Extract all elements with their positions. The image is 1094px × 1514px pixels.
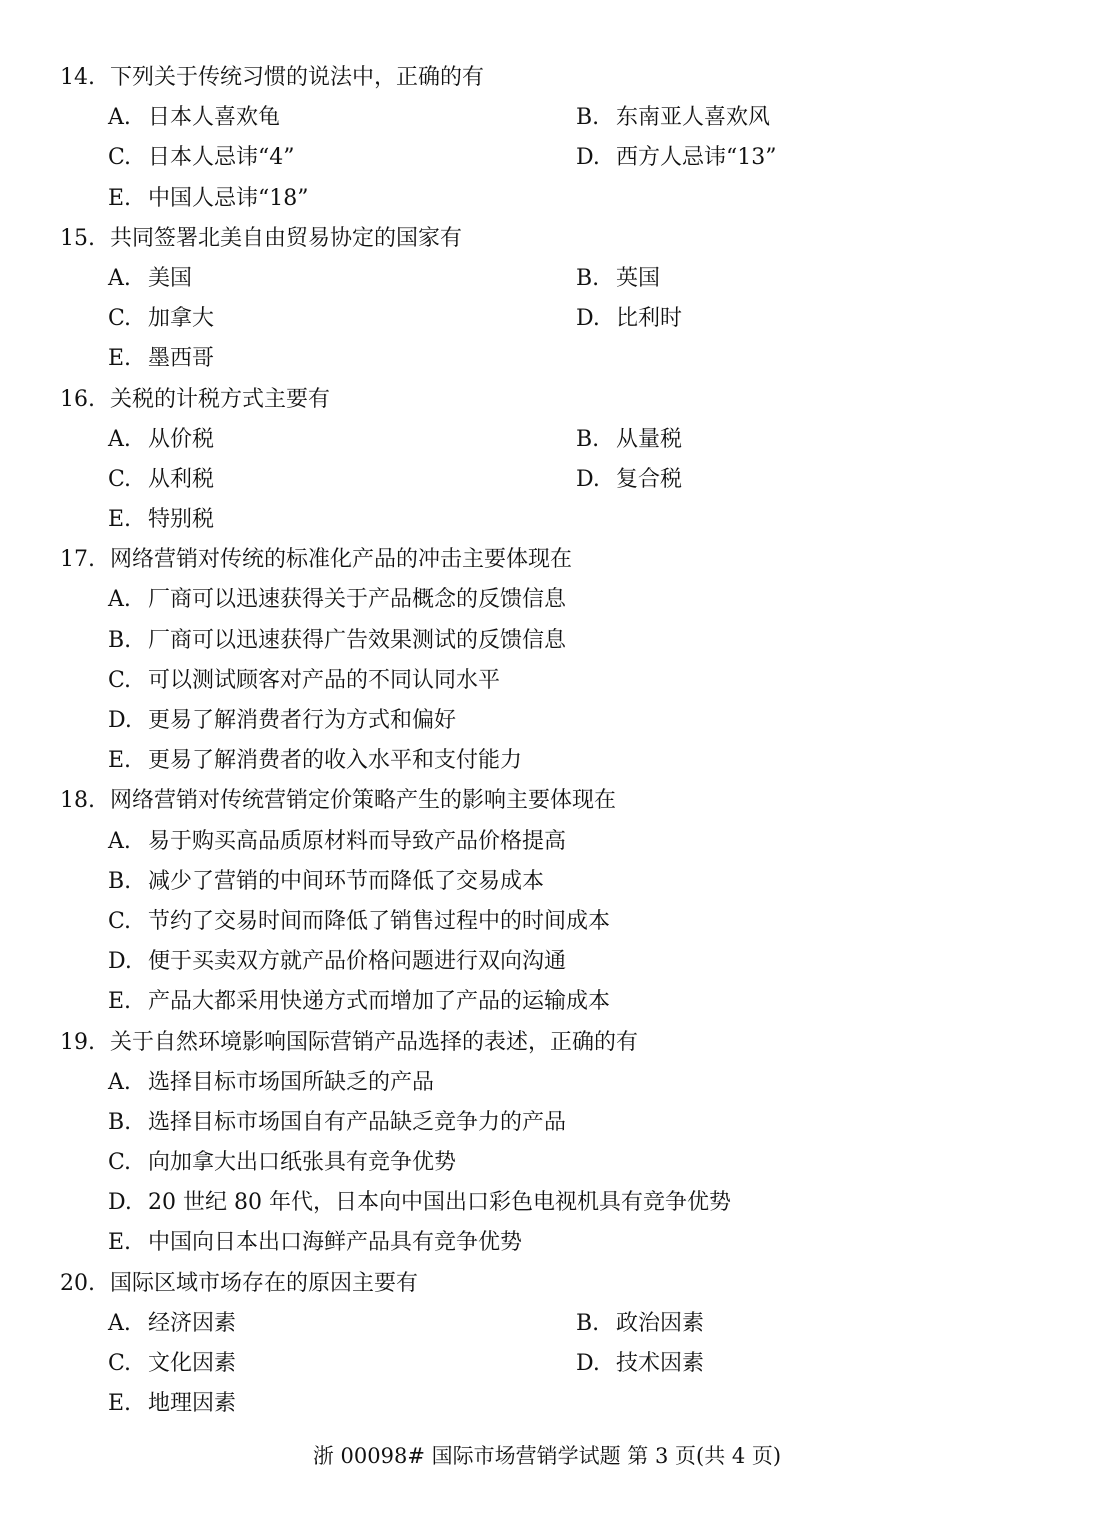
question-text: 关税的计税方式主要有	[110, 386, 331, 412]
option-letter: E.	[108, 1230, 132, 1256]
option-row	[108, 259, 1040, 299]
option-letter: C.	[108, 908, 132, 934]
option-text: 选择目标市场国自有产品缺乏竞争力的产品	[148, 1109, 567, 1135]
question-stem	[60, 1023, 1040, 1063]
option-row	[108, 1183, 1040, 1223]
option-letter: D.	[576, 145, 600, 171]
option-a	[108, 1304, 576, 1344]
question-list	[60, 58, 1040, 1424]
question-18	[60, 781, 1040, 1022]
option-c	[108, 902, 610, 942]
option-list	[108, 822, 1040, 1023]
option-d	[576, 299, 682, 339]
option-letter: B.	[576, 426, 600, 452]
option-a	[108, 822, 566, 862]
option-text: 从价税	[148, 426, 215, 452]
option-row	[108, 701, 1040, 741]
question-20	[60, 1264, 1040, 1425]
page-footer: 浙 00098# 国际市场营销学试题 第 3 页(共 4 页)	[312, 1444, 782, 1468]
option-row	[108, 580, 1040, 620]
option-d	[576, 1344, 704, 1384]
option-letter: A.	[108, 105, 131, 131]
option-letter: A.	[108, 1310, 131, 1336]
option-text: 东南亚人喜欢风	[616, 105, 771, 131]
option-row	[108, 741, 1040, 781]
option-letter: D.	[108, 1190, 132, 1216]
option-text: 从量税	[616, 426, 683, 452]
option-b	[576, 1304, 704, 1344]
option-row	[108, 942, 1040, 982]
option-text: 选择目标市场国所缺乏的产品	[148, 1069, 435, 1095]
option-list	[108, 1304, 1040, 1425]
option-text: 地理因素	[148, 1391, 237, 1417]
option-letter: B.	[576, 105, 600, 131]
option-row	[108, 98, 1040, 138]
question-number: 15.	[60, 225, 95, 251]
option-text: 向加拿大出口纸张具有竞争优势	[148, 1150, 457, 1176]
option-list	[108, 98, 1040, 219]
option-c	[108, 661, 500, 701]
question-text: 共同签署北美自由贸易协定的国家有	[110, 225, 463, 251]
option-letter: E.	[108, 989, 132, 1015]
option-b	[108, 1103, 566, 1143]
option-letter: B.	[576, 1310, 600, 1336]
option-text: 特别税	[148, 507, 215, 533]
option-a	[108, 98, 576, 138]
option-text: 中国人忌讳“18”	[148, 185, 309, 211]
option-row	[108, 500, 1040, 540]
option-text: 可以测试顾客对产品的不同认同水平	[148, 667, 501, 693]
option-text: 日本人喜欢龟	[148, 105, 281, 131]
option-letter: E.	[108, 507, 132, 533]
option-letter: B.	[108, 1109, 132, 1135]
option-text: 墨西哥	[148, 346, 215, 372]
question-15	[60, 219, 1040, 380]
option-e	[108, 1223, 522, 1263]
option-text: 产品大都采用快递方式而增加了产品的运输成本	[148, 989, 611, 1015]
option-letter: E.	[108, 185, 132, 211]
option-text: 技术因素	[616, 1351, 705, 1376]
option-row	[108, 822, 1040, 862]
question-number: 19.	[60, 1029, 95, 1055]
option-letter: C.	[108, 306, 132, 332]
question-stem	[60, 219, 1040, 259]
option-letter: A.	[108, 828, 131, 854]
option-letter: B.	[108, 627, 132, 653]
option-c	[108, 299, 576, 339]
option-letter: B.	[108, 868, 132, 894]
question-text: 下列关于传统习惯的说法中，正确的有	[110, 65, 485, 90]
option-text: 文化因素	[148, 1351, 237, 1376]
option-b	[576, 98, 770, 138]
option-text: 从利税	[148, 466, 215, 492]
option-text: 英国	[616, 265, 661, 291]
question-stem	[60, 540, 1040, 580]
option-text: 比利时	[616, 306, 683, 332]
option-b	[108, 862, 544, 902]
option-letter: C.	[108, 466, 132, 492]
option-d	[108, 701, 456, 741]
option-row	[108, 138, 1040, 178]
question-number: 17.	[60, 547, 95, 573]
option-text: 日本人忌讳“4”	[148, 145, 295, 171]
option-d	[576, 138, 777, 178]
option-list	[108, 420, 1040, 541]
option-letter: A.	[108, 426, 131, 452]
option-list	[108, 580, 1040, 781]
option-row	[108, 179, 1040, 219]
option-text: 西方人忌讳“13”	[616, 145, 777, 171]
question-text: 关于自然环境影响国际营销产品选择的表述，正确的有	[110, 1029, 639, 1055]
question-19	[60, 1023, 1040, 1264]
option-text: 节约了交易时间而降低了销售过程中的时间成本	[148, 908, 611, 934]
question-stem	[60, 1264, 1040, 1304]
option-letter: A.	[108, 587, 131, 613]
option-c	[108, 1143, 456, 1183]
option-text: 易于购买高品质原材料而导致产品价格提高	[148, 828, 567, 854]
question-17	[60, 540, 1040, 781]
option-text: 加拿大	[148, 306, 215, 332]
option-text: 更易了解消费者行为方式和偏好	[148, 708, 457, 733]
option-e	[108, 179, 576, 219]
option-c	[108, 138, 576, 178]
option-letter: A.	[108, 265, 131, 291]
option-letter: D.	[108, 708, 132, 733]
option-letter: C.	[108, 145, 132, 171]
option-b	[576, 420, 682, 460]
option-letter: E.	[108, 1391, 132, 1417]
option-row	[108, 1384, 1040, 1424]
option-text: 减少了营销的中间环节而降低了交易成本	[148, 868, 545, 894]
option-text: 政治因素	[616, 1310, 705, 1336]
question-number: 14.	[60, 65, 95, 90]
question-stem	[60, 380, 1040, 420]
option-c	[108, 460, 576, 500]
option-row	[108, 420, 1040, 460]
option-letter: B.	[576, 265, 600, 291]
option-row	[108, 1063, 1040, 1103]
option-letter: A.	[108, 1069, 131, 1095]
option-row	[108, 621, 1040, 661]
option-e	[108, 741, 522, 781]
question-number: 20.	[60, 1270, 95, 1296]
option-text: 厂商可以迅速获得关于产品概念的反馈信息	[148, 587, 567, 613]
option-row	[108, 1304, 1040, 1344]
option-e	[108, 982, 610, 1022]
option-row	[108, 1143, 1040, 1183]
option-letter: E.	[108, 748, 132, 774]
option-row	[108, 862, 1040, 902]
option-b	[576, 259, 660, 299]
option-row	[108, 339, 1040, 379]
option-text: 更易了解消费者的收入水平和支付能力	[148, 748, 523, 774]
option-letter: D.	[576, 1351, 600, 1376]
option-letter: D.	[576, 306, 600, 332]
question-number: 16.	[60, 386, 95, 412]
option-a	[108, 1063, 434, 1103]
option-row	[108, 1344, 1040, 1384]
question-16	[60, 380, 1040, 541]
question-text: 网络营销对传统的标准化产品的冲击主要体现在	[110, 547, 573, 573]
option-letter: C.	[108, 667, 132, 693]
option-d	[108, 1183, 731, 1223]
option-text: 复合税	[616, 466, 683, 492]
option-a	[108, 259, 576, 299]
option-letter: E.	[108, 346, 132, 372]
option-e	[108, 339, 576, 379]
option-row	[108, 299, 1040, 339]
option-text: 美国	[148, 265, 193, 291]
option-letter: D.	[108, 949, 132, 975]
question-stem	[60, 781, 1040, 821]
option-letter: C.	[108, 1351, 132, 1376]
question-text: 网络营销对传统营销定价策略产生的影响主要体现在	[110, 788, 617, 814]
option-row	[108, 661, 1040, 701]
option-text: 厂商可以迅速获得广告效果测试的反馈信息	[148, 627, 567, 653]
option-text: 便于买卖双方就产品价格问题进行双向沟通	[148, 949, 567, 975]
option-d	[576, 460, 682, 500]
option-a	[108, 420, 576, 460]
option-e	[108, 500, 576, 540]
option-row	[108, 1103, 1040, 1143]
option-b	[108, 621, 566, 661]
option-row	[108, 1223, 1040, 1263]
question-14	[60, 58, 1040, 219]
option-row	[108, 460, 1040, 500]
option-row	[108, 982, 1040, 1022]
question-number: 18.	[60, 788, 95, 814]
option-letter: D.	[576, 466, 600, 492]
option-list	[108, 1063, 1040, 1264]
option-e	[108, 1384, 576, 1424]
option-a	[108, 580, 566, 620]
option-list	[108, 259, 1040, 380]
option-text: 中国向日本出口海鲜产品具有竞争优势	[148, 1230, 523, 1256]
question-text: 国际区域市场存在的原因主要有	[110, 1270, 419, 1296]
question-stem	[60, 58, 1040, 98]
option-row	[108, 902, 1040, 942]
option-text: 20 世纪 80 年代，日本向中国出口彩色电视机具有竞争优势	[148, 1190, 731, 1216]
option-letter: C.	[108, 1150, 132, 1176]
option-text: 经济因素	[148, 1310, 237, 1336]
option-c	[108, 1344, 576, 1384]
option-d	[108, 942, 566, 982]
